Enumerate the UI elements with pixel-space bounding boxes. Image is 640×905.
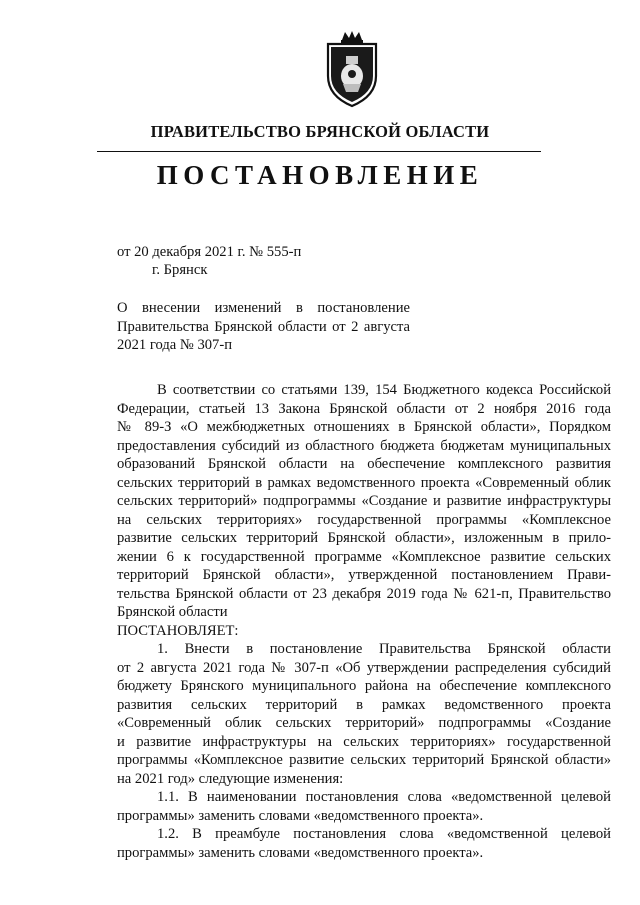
item-1-paragraph [117,640,611,788]
preamble-line: сельских территорий в рамках ведомственного проекта «Современный облик [117,474,611,491]
preamble-line: сельских территорий» подпрограммы «Создание и развитие инфраструктуры [117,493,611,509]
resolves-keyword: ПОСТАНОВЛЯЕТ: [117,622,239,639]
item-1-line: 1. Внести в постановление Правительства Брянской области [157,641,611,657]
header-divider [97,151,541,152]
preamble-paragraph [117,381,611,640]
preamble-line: жении 6 к государственной программе «Комплексное развитие сельских [117,548,611,565]
preamble-line: тельства Брянской области от 23 декабря 2019 года № 621-п, Правительство [117,585,611,602]
date-number: от 20 декабря 2021 г. № 555-п [117,244,302,260]
item-1-2-paragraph [117,825,611,862]
preamble-line: Федерации, статьей 13 Закона Брянской области от 2 ноября 2016 года [117,400,611,417]
item-1-line: развития сельских территорий в рамках ведомственного проекта [117,696,611,713]
subject-line: Правительства Брянской области от 2 августа [117,318,410,335]
item-1-line: на 2021 год» следующие изменения: [117,770,344,787]
preamble-line: образований Брянской области на обеспечение комплексного развития [117,456,611,472]
item-1-2-line: программы» заменить словами «ведомственного проекта». [117,844,484,861]
preamble-line: Брянской области [117,604,228,620]
item-1-2-line: 1.2. В преамбуле постановления слова «ведомственной целевой [157,826,611,842]
preamble-line: № 89-З «О межбюджетных отношениях в Брянской области», Порядком [117,419,611,435]
city: г. Брянск [152,262,208,278]
government-name: ПРАВИТЕЛЬСТВО БРЯНСКОЙ ОБЛАСТИ [150,122,490,141]
item-1-line: «Современный облик сельских территорий» подпрограммы «Создание [117,715,611,731]
item-1-line: от 2 августа 2021 года № 307-п «Об утверждении распределения субсидий [117,659,611,676]
preamble-line: предоставления субсидий из областного бюджета бюджетам муниципальных [117,437,611,454]
subject-line: 2021 года № 307-п [117,337,233,353]
subject-block [117,299,410,355]
document-type-title: ПОСТАНОВЛЕНИЕ [156,160,484,190]
preamble-line: территорий Брянской области», утвержденной постановлением Прави- [117,567,611,583]
item-1-1-line: 1.1. В наименовании постановления слова «ведомственной целевой [157,789,611,805]
preamble-line: на сельских территориях» государственной программы «Комплексное [117,511,611,528]
item-1-1-line: программы» заменить словами «ведомственного проекта». [117,807,484,824]
item-1-line: бюджету Брянского муниципального района на обеспечение комплексного [117,678,611,694]
item-1-line: и развитие инфраструктуры на сельских территориях» государственной [117,733,611,750]
subject-line: О внесении изменений в постановление [117,300,410,316]
preamble-line: развитие сельских территорий Брянской области», изложенным в прило- [117,530,611,546]
preamble-line: В соответствии со статьями 139, 154 Бюджетного кодекса Российской [157,382,611,398]
item-1-line: программы «Комплексное развитие сельских территорий Брянской области» [117,752,611,768]
coat-of-arms-emblem [322,30,382,110]
item-1-1-paragraph [117,788,611,825]
